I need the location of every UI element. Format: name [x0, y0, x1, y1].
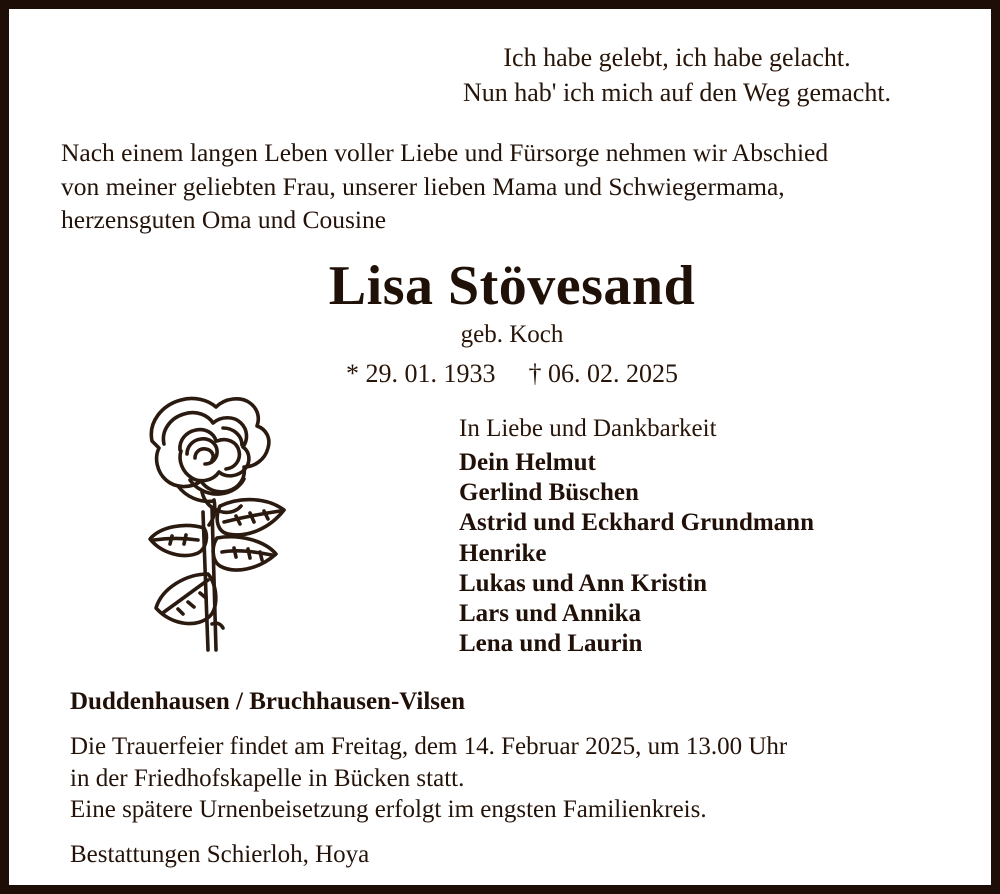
notice-inner-frame [9, 9, 991, 885]
service-line-3: Eine spätere Urnenbeisetzung erfolgt im engsten Familienkreis. [70, 796, 707, 823]
mourner-name: Henrike [459, 539, 547, 567]
mourners-block [459, 414, 879, 659]
intro-line-3: herzensguten Oma und Cousine [61, 205, 387, 234]
deceased-name-block [152, 255, 872, 391]
mourner-name: Lars und Annika [459, 600, 642, 628]
service-details [70, 731, 900, 826]
intro-line-1: Nach einem langen Leben voller Liebe und Fürsorge nehmen wir Abschied [61, 138, 829, 167]
mourner-name: Gerlind Büschen [459, 479, 639, 507]
maiden-name: geb. Koch [460, 321, 564, 348]
epigraph [442, 40, 912, 110]
epigraph-line-1: Ich habe gelebt, ich habe gelacht. [503, 43, 851, 72]
death-symbol: † [528, 359, 542, 388]
mourner-name: Lena und Laurin [459, 630, 643, 658]
death-date: 06. 02. 2025 [548, 359, 678, 388]
mourners-lead: In Liebe und Dankbarkeit [459, 415, 717, 442]
service-line-2: in der Friedhofskapelle in Bücken statt. [70, 764, 465, 792]
deceased-name: Lisa Stövesand [328, 255, 696, 317]
birth-symbol: * [346, 359, 359, 388]
rose-illustration [124, 388, 304, 656]
undertaker-line: Bestattungen Schierloh, Hoya [70, 841, 370, 868]
service-line-1: Die Trauerfeier findet am Freitag, dem 14. Februar 2025, um 13.00 Uhr [70, 733, 788, 760]
epigraph-line-2: Nun hab' ich mich auf den Weg gemacht. [462, 78, 892, 107]
place-line: Duddenhausen / Bruchhausen-Vilsen [70, 688, 466, 715]
birth-date: 29. 01. 1933 [365, 359, 496, 388]
intro-line-2: von meiner geliebten Frau, unserer lieben Mama und Schwiegermama, [61, 171, 785, 201]
mourner-name: Astrid und Eckhard Grundmann [459, 509, 814, 537]
intro-paragraph [61, 136, 891, 237]
life-dates [152, 357, 872, 391]
mourner-name: Lukas und Ann Kristin [459, 569, 708, 597]
mourner-name: Dein Helmut [459, 449, 596, 476]
